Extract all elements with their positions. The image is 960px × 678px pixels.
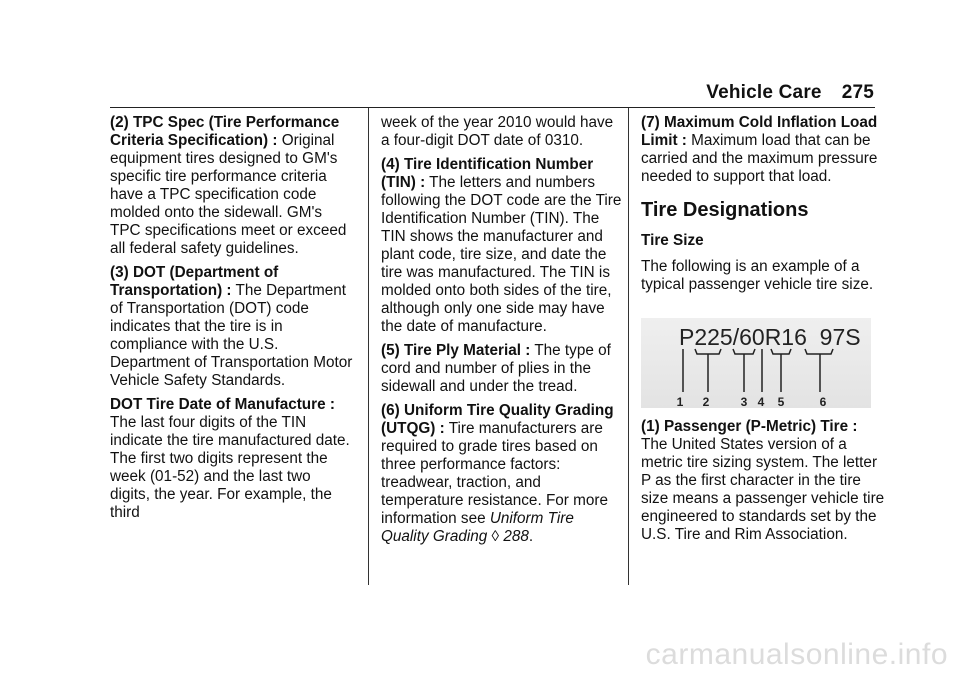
column-1 [110, 114, 354, 528]
date-text: The last four digits of the TIN indicate the tire manufactured date. The first two digits represent the week (01-52) and the last two digits, the year. For example, the third [110, 414, 350, 521]
page-reference-icon: ◊ [491, 528, 500, 545]
dot-text: The Department of Transportation (DOT) code indicates that the tire is in compliance with the U.S. Department of Transportation Motor Vehicle Safety Standards. [110, 282, 353, 389]
max-label: (7) Maximum Cold Inflation Load Limit : [641, 114, 878, 149]
callout-lines [683, 349, 833, 392]
date-label: DOT Tire Date of Manufacture : [110, 396, 335, 413]
passenger-text: The United States version of a metric tire sizing system. The letter P as the first character in the tire size means a passenger vehicle tire engineered to standards set by the U.S. Tire and Rim Association. [641, 436, 885, 543]
header-rule [110, 107, 875, 108]
utqg-ref-page[interactable]: 288 [503, 528, 529, 545]
utqg-text: Tire manufacturers are required to grade tires based on three performance factors: treadwear, traction, and temperature resistance. For more information see [381, 420, 608, 527]
intro-paragraph: The following is an example of a typical passenger vehicle tire size. [641, 258, 874, 293]
callout-number: 4 [757, 395, 765, 408]
ply-text: The type of cord and number of plies in the sidewall and under the tread. [381, 342, 611, 395]
tpc-label: (2) TPC Spec (Tire Performance Criteria Specification) : [110, 114, 340, 149]
section-title: Vehicle Care [706, 82, 822, 103]
passenger-label: (1) Passenger (P-Metric) Tire : [641, 418, 858, 435]
callout-number: 2 [702, 395, 710, 408]
utqg-label: (6) Uniform Tire Quality Grading (UTQG) : [381, 402, 614, 437]
column-divider-2 [628, 108, 629, 585]
utqg-paragraph [381, 402, 625, 546]
max-text: Maximum load that can be carried and the maximum pressure needed to support that load. [641, 132, 878, 185]
watermark: carmanualsonline.info [645, 638, 948, 671]
callout-number: 6 [819, 395, 827, 408]
date-paragraph [110, 396, 354, 522]
dot-paragraph [110, 264, 354, 390]
callout-number: 5 [777, 395, 785, 408]
tin-label: (4) Tire Identification Number (TIN) : [381, 156, 594, 191]
tpc-text: Original equipment tires designed to GM's specific tire performance criteria have a TPC specification code molded onto the sidewall. GM's TPC specifications meet or exceed all federal safety guidelines. [110, 132, 347, 257]
utqg-link[interactable]: Uniform Tire Quality Grading [381, 510, 574, 545]
tire-size-code: P225/60R16 97S [679, 324, 861, 350]
tire-size-figure [641, 318, 871, 408]
tpc-paragraph [110, 114, 354, 258]
column-divider-1 [368, 108, 369, 585]
column-3 [641, 114, 885, 550]
tire-size-diagram [641, 318, 871, 408]
page-number: 275 [841, 82, 874, 103]
tin-paragraph [381, 156, 625, 336]
ply-label: (5) Tire Ply Material : [381, 342, 531, 359]
section-heading: Tire Designations [641, 199, 809, 221]
column-2 [381, 114, 625, 552]
ply-paragraph [381, 342, 625, 396]
dot-label: (3) DOT (Department of Transportation) : [110, 264, 279, 299]
continued-paragraph: week of the year 2010 would have a four-digit DOT date of 0310. [381, 114, 614, 149]
callout-number: 3 [740, 395, 748, 408]
page-header [706, 82, 874, 104]
passenger-paragraph [641, 418, 885, 544]
tin-text: The letters and numbers following the DOT code are the Tire Identification Number (TIN). The TIN shows the manufacturer and plant code, tire size, and date the tire was manufactured. The TIN is molded onto both sides of the tire, although only one side may have the date of manufacture. [381, 174, 622, 335]
subheading: Tire Size [641, 232, 704, 249]
utqg-end: . [528, 528, 534, 545]
callout-number: 1 [676, 395, 684, 408]
max-paragraph [641, 114, 885, 186]
